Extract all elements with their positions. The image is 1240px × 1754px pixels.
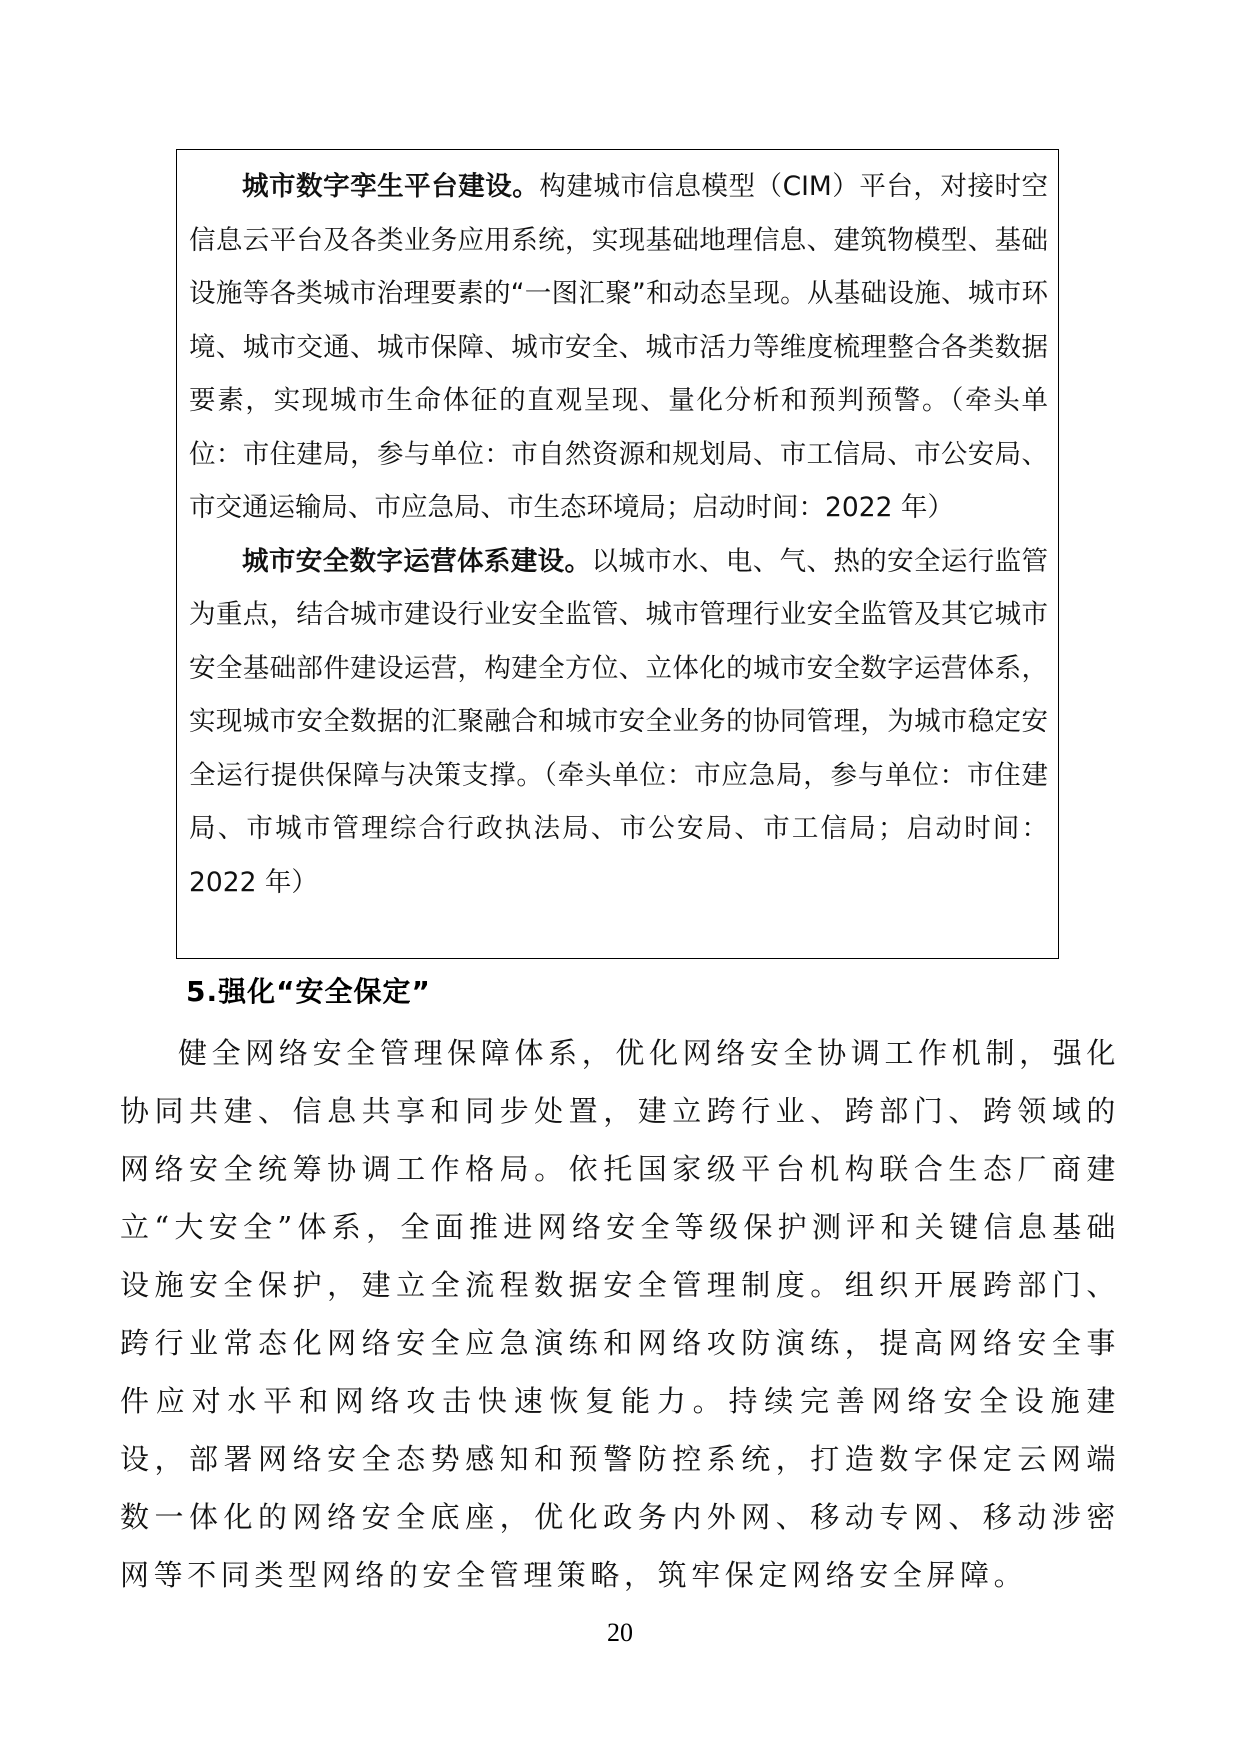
section-heading: 5.强化“安全保定” — [186, 975, 431, 1008]
project-body-cim: 构建城市信息模型（CIM）平台，对接时空信息云平台及各类业务应用系统，实现基础地理信息、建筑物模型、基础设施等各类城市治理要素的“一图汇聚”和动态呈现。从基础设施、城市环境、城市交通、城市保障、城市安全、城市活力等维度梳理整合各类数据要素，实现城市生命体征的直观呈现、量化分析和预判预警。（牵头单位：市住建局，参与单位：市自然资源和规划局、市工信局、市公安局、市交通运输局、市应急局、市生态环境局；启动时间：2022 年） — [189, 171, 1049, 523]
page-number: 20 — [607, 1618, 633, 1647]
project-title-cim: 城市数字孪生平台建设。 — [242, 171, 540, 202]
project-box — [176, 149, 1059, 959]
project-paragraph-cim — [189, 160, 1048, 535]
section-body: 健全网络安全管理保障体系，优化网络安全协调工作机制，强化协同共建、信息共享和同步处置，建立跨行业、跨部门、跨领域的网络安全统筹协调工作格局。依托国家级平台机构联合生态厂商建立“大安全”体系，全面推进网络安全等级保护测评和关键信息基础设施安全保护，建立全流程数据安全管理制度。组织开展跨部门、跨行业常态化网络安全应急演练和网络攻防演练，提高网络安全事件应对水平和网络攻击快速恢复能力。持续完善网络安全设施建设，部署网络安全态势感知和预警防控系统，打造数字保定云网端数一体化的网络安全底座，优化政务内外网、移动专网、移动涉密网等不同类型网络的安全管理策略，筑牢保定网络安全屏障。 — [120, 1036, 1120, 1592]
project-title-safety: 城市安全数字运营体系建设。 — [242, 545, 592, 577]
project-paragraph-safety — [189, 535, 1048, 910]
project-body-safety: 以城市水、电、气、热的安全运行监管为重点，结合城市建设行业安全监管、城市管理行业安全监管及其它城市安全基础部件建设运营，构建全方位、立体化的城市安全数字运营体系，实现城市安全数据的汇聚融合和城市安全业务的协同管理，为城市稳定安全运行提供保障与决策支撑。（牵头单位：市应急局，参与单位：市住建局、市城市管理综合行政执法局、市公安局、市工信局；启动时间：2022 年） — [189, 545, 1049, 898]
